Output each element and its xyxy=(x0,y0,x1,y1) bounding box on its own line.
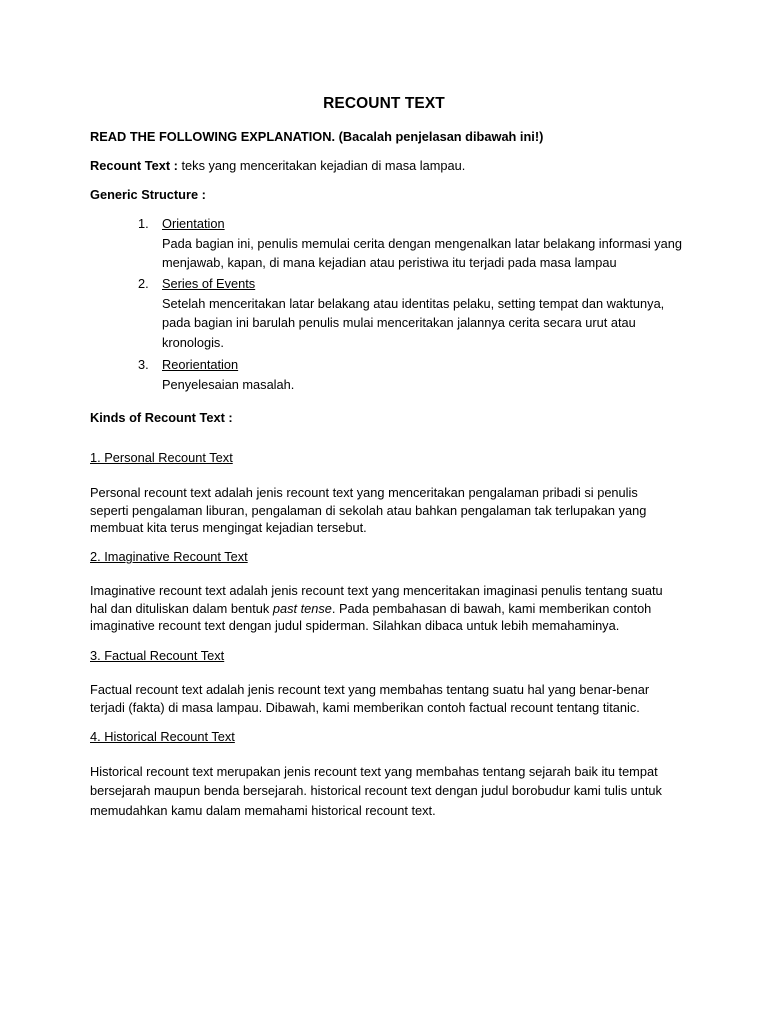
structure-item-title: Series of Events xyxy=(162,276,256,291)
structure-item-series-of-events xyxy=(162,274,664,352)
paragraph-line: Factual recount text adalah jenis recount text yang membahas tentang suatu hal yang benar-benar xyxy=(90,682,650,697)
paragraph-line: seperti pengalaman liburan, pengalaman di sekolah atau bahkan pengalaman tak terlupakan yang xyxy=(90,502,647,518)
paragraph-line: terjadi (fakta) di masa lampau. Dibawah, kami memberikan contoh factual recount tentang titanic. xyxy=(90,699,640,715)
instruction-text: READ THE FOLLOWING EXPLANATION. (Bacalah penjelasan dibawah ini!) xyxy=(90,129,544,144)
paragraph-line: membuat kita terus mengingat kejadian tersebut. xyxy=(90,520,367,535)
kind-heading-factual: 3. Factual Recount Text xyxy=(90,648,225,663)
structure-item-line: Pada bagian ini, penulis memulai cerita dengan mengenalkan latar belakang informasi yang xyxy=(162,235,683,251)
structure-item-title: Orientation xyxy=(162,216,225,231)
paragraph-text: . Pada pembahasan di bawah, kami memberikan contoh xyxy=(331,600,652,616)
structure-item-line: pada bagian ini barulah penulis mulai menceritakan jalannya cerita secara urut atau xyxy=(162,315,636,330)
definition-paragraph xyxy=(90,157,690,175)
definition-text: teks yang menceritakan kejadian di masa lampau. xyxy=(177,158,466,173)
structure-item-line: menjawab, kapan, di mana kejadian atau peristiwa itu terjadi pada masa lampau xyxy=(162,255,617,270)
kind-heading-personal: 1. Personal Recount Text xyxy=(90,450,233,465)
list-number: 1. xyxy=(138,216,149,231)
paragraph-line xyxy=(90,600,663,618)
kind-paragraph-imaginative xyxy=(90,582,663,635)
paragraph-line: bersejarah maupun benda bersejarah. historical recount text dengan judul borobudur kami tulis untuk xyxy=(90,783,662,798)
paragraph-line: Historical recount text merupakan jenis recount text yang membahas tentang sejarah baik itu tempat xyxy=(90,764,658,779)
paragraph-text: hal dan dituliskan dalam bentuk xyxy=(90,600,273,616)
paragraph-line: Imaginative recount text adalah jenis recount text yang menceritakan imaginasi penulis tentang suatu xyxy=(90,583,663,598)
kind-heading-historical: 4. Historical Recount Text xyxy=(90,729,235,744)
kind-heading-imaginative: 2. Imaginative Recount Text xyxy=(90,549,248,564)
paragraph-line: memudahkan kamu dalam memahami historical recount text. xyxy=(90,803,436,818)
structure-item-line: Penyelesaian masalah. xyxy=(162,376,295,392)
generic-structure-heading: Generic Structure : xyxy=(90,187,206,202)
list-number: 3. xyxy=(138,357,149,372)
kind-paragraph-historical xyxy=(90,762,662,822)
paragraph-line: Personal recount text adalah jenis recount text yang menceritakan pengalaman pribadi si penulis xyxy=(90,485,638,500)
page-title: RECOUNT TEXT xyxy=(323,95,445,112)
list-number: 2. xyxy=(138,276,149,291)
structure-item-title: Reorientation xyxy=(162,357,239,372)
paragraph-line: imaginative recount text dengan judul spiderman. Silahkan dibaca untuk lebih memahaminya. xyxy=(90,618,620,633)
kinds-heading: Kinds of Recount Text : xyxy=(90,410,233,425)
structure-item-reorientation xyxy=(162,355,294,394)
kind-paragraph-factual xyxy=(90,681,649,716)
definition-label: Recount Text : xyxy=(90,158,178,173)
kind-paragraph-personal xyxy=(90,484,646,537)
structure-item-orientation xyxy=(162,214,682,273)
structure-item-line: Setelah menceritakan latar belakang atau identitas pelaku, setting tempat dan waktunya, xyxy=(162,295,665,311)
italic-term: past tense xyxy=(272,600,332,616)
structure-item-line: kronologis. xyxy=(162,334,224,350)
